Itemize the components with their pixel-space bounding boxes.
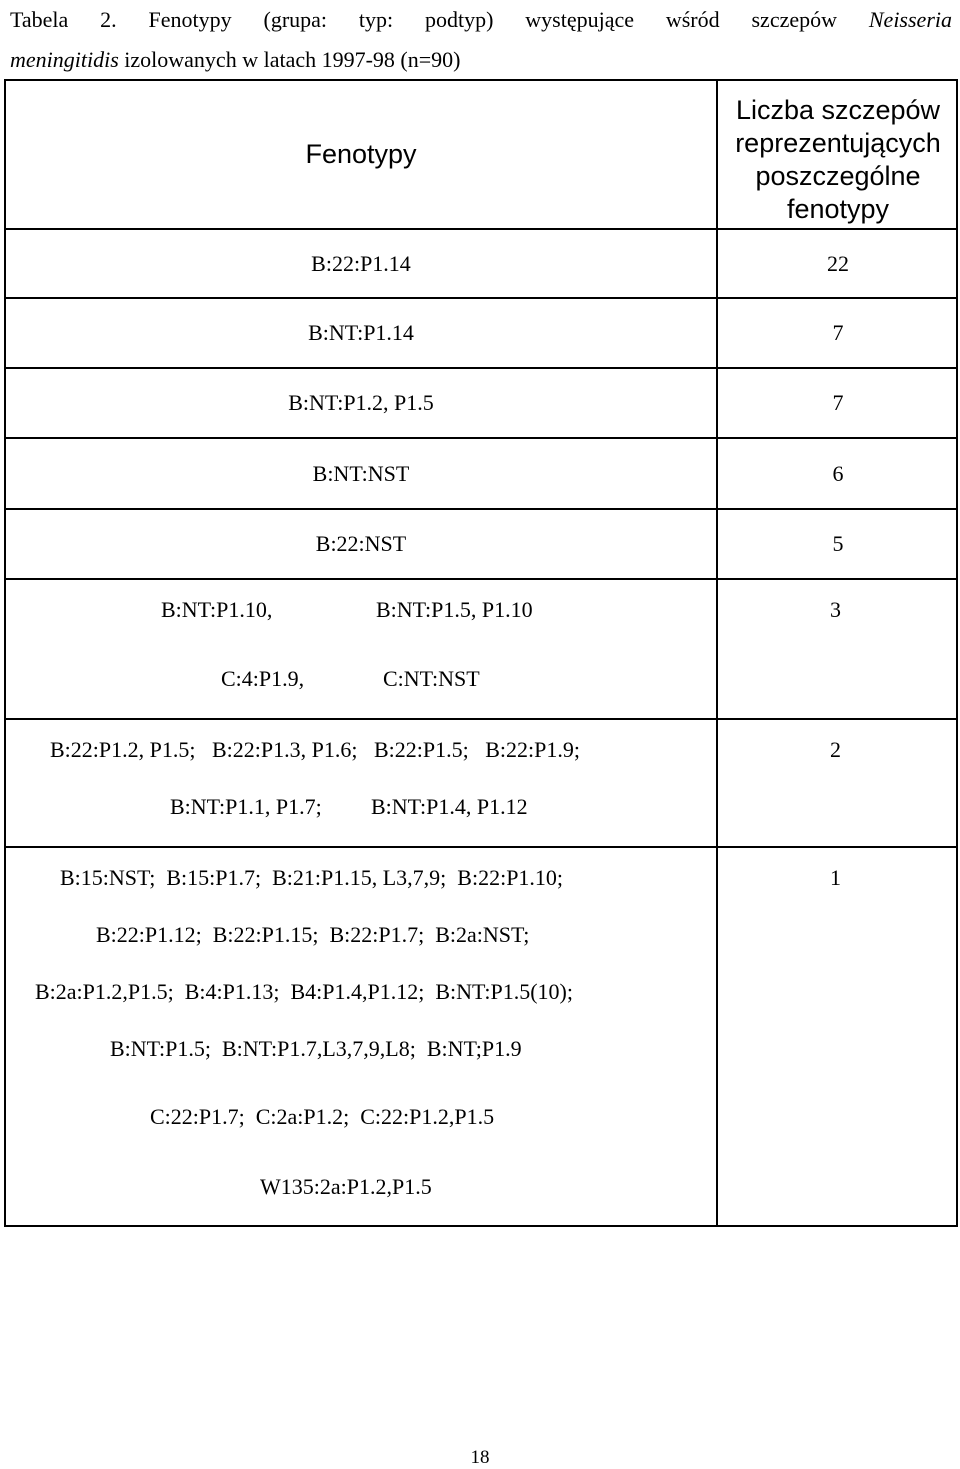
- group1-line: C:22:P1.7; C:2a:P1.2; C:22:P1.2,P1.5: [150, 1104, 495, 1129]
- table-row-phenotype: B:NT:P1.14: [308, 320, 414, 345]
- group2-line: B:22:P1.2, P1.5; B:22:P1.3, P1.6; B:22:P1.5; B:22:P1.9;: [50, 737, 580, 762]
- table-row-phenotype: B:22:NST: [315, 531, 407, 556]
- group2-count: 2: [830, 737, 841, 762]
- table-row-phenotype: B:NT:NST: [312, 460, 410, 486]
- group3-item: C:4:P1.9,: [221, 666, 305, 691]
- table-row-count: 7: [832, 320, 844, 345]
- table-row-count: 22: [827, 250, 849, 276]
- caption-line-1: Tabela 2. Fenotypy (grupa: typ: podtyp) występujące wśród szczepów Neisseria: [10, 7, 952, 32]
- group3-item: B:NT:P1.10,: [161, 597, 273, 622]
- phenotype-table: [4, 79, 958, 1227]
- group3-item: B:NT:P1.5, P1.10: [376, 597, 533, 622]
- group2-line: B:NT:P1.4, P1.12: [371, 794, 528, 819]
- table-row-phenotype: B:22:P1.14: [311, 250, 411, 276]
- group2-line: B:NT:P1.1, P1.7;: [170, 794, 322, 819]
- header-phenotypes: Fenotypy: [305, 139, 417, 169]
- group1-line: B:22:P1.12; B:22:P1.15; B:22:P1.7; B:2a:NST;: [96, 922, 530, 947]
- header-strain-count: Liczba szczepów reprezentujących poszczególne fenotypy: [735, 94, 941, 224]
- group3-item: C:NT:NST: [383, 666, 480, 691]
- group1-line: B:15:NST; B:15:P1.7; B:21:P1.15, L3,7,9; B:22:P1.10;: [60, 865, 564, 890]
- caption-line-2: meningitidis izolowanych w latach 1997-98 (n=90): [10, 47, 461, 72]
- table-row-count: 6: [832, 460, 844, 486]
- page-number: 18: [470, 1447, 490, 1468]
- group1-line: B:2a:P1.2,P1.5; B:4:P1.13; B4:P1.4,P1.12; B:NT:P1.5(10);: [35, 979, 573, 1004]
- table-caption: [10, 0, 952, 80]
- table-row-phenotype: B:NT:P1.2, P1.5: [288, 390, 434, 415]
- table-row-count: 5: [832, 531, 844, 556]
- group1-line: W135:2a:P1.2,P1.5: [260, 1174, 432, 1199]
- group3-count: 3: [830, 597, 841, 622]
- group1-count: 1: [830, 865, 841, 890]
- group1-line: B:NT:P1.5; B:NT:P1.7,L3,7,9,L8; B:NT;P1.9: [110, 1036, 522, 1061]
- table-row-count: 7: [832, 390, 844, 415]
